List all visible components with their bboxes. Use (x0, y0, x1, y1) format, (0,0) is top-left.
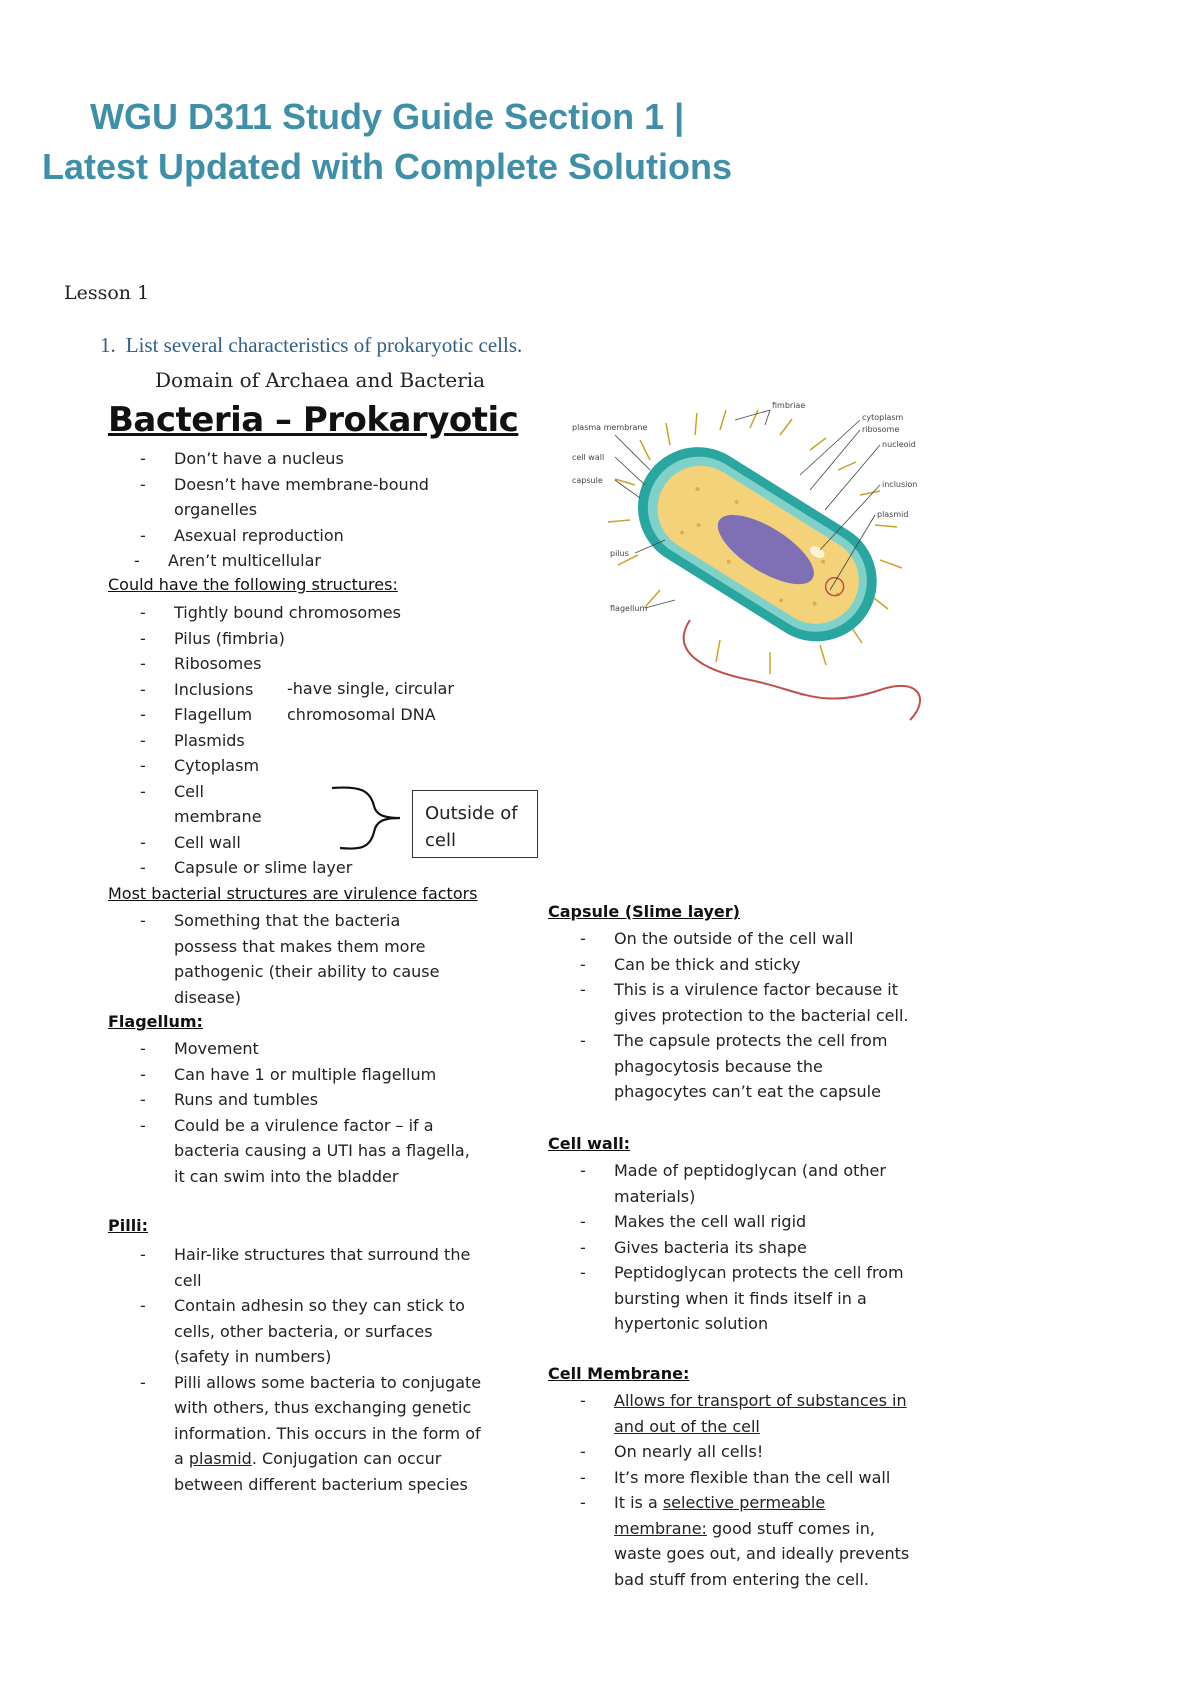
selective-permeable-term: selective permeable membrane: (614, 1493, 826, 1538)
domain-line: Domain of Archaea and Bacteria (155, 368, 486, 392)
bacterium-diagram (570, 390, 970, 740)
list-item: - Could be a virulence factor – if a bacteria causing a UTI has a flagella, it can swim into the bladder (140, 1113, 485, 1190)
label-fimbriae: fimbriae (772, 401, 806, 410)
dna-note: -have single, circular chromosomal DNA (287, 679, 454, 724)
plasmid-term: plasmid (188, 1449, 252, 1468)
list-item: - Doesn’t have membrane-bound organelles (140, 472, 440, 523)
list-item: - Tightly bound chromosomes (140, 600, 434, 626)
list-item (140, 1370, 485, 1498)
list-item (580, 1490, 910, 1592)
list-item: - The capsule protects the cell from phagocytosis because the phagocytes can’t eat the capsule (580, 1028, 910, 1105)
question-number: 1. (100, 333, 116, 357)
pilli-list (140, 1242, 485, 1497)
title-line-1: WGU D311 Study Guide Section 1 | (90, 96, 685, 137)
list-item: - Makes the cell wall rigid (580, 1209, 910, 1235)
pilli-text-before: Pilli allows some bacteria to conjugate with others, thus exchanging genetic information. This occurs in the form of a (174, 1372, 482, 1468)
page-title (42, 92, 942, 192)
characteristics-list (140, 446, 440, 574)
pilli-heading: Pilli: (108, 1216, 149, 1235)
label-inclusion: inclusion (882, 480, 918, 489)
list-item: - Movement (140, 1036, 485, 1062)
list-item: - Inclusions (140, 677, 290, 703)
curly-brace-icon (330, 782, 404, 854)
list-item: - Something that the bacteria possess that makes them more pathogenic (their ability to cause disease) (140, 908, 460, 1010)
list-item: - Cell wall (140, 830, 290, 856)
label-pilus: pilus (610, 549, 629, 558)
cellwall-heading: Cell wall: (548, 1134, 631, 1153)
list-item: - Plasmids (140, 728, 290, 754)
pilli-text-after: . Conjugation can occur between different bacterium species (174, 1449, 468, 1494)
list-item: - Can have 1 or multiple flagellum (140, 1062, 485, 1088)
list-item: - Aren’t multicellular (134, 548, 440, 574)
label-plasma-membrane: plasma membrane (572, 423, 648, 432)
label-capsule: capsule (572, 476, 603, 485)
cellwall-list (580, 1158, 910, 1337)
flagellum-list (140, 1036, 485, 1189)
title-line-2: Latest Updated with Complete Solutions (42, 146, 733, 187)
membrane-heading: Cell Membrane: (548, 1364, 690, 1383)
list-item: - On nearly all cells! (580, 1439, 910, 1465)
list-item: - Gives bacteria its shape (580, 1235, 910, 1261)
virulence-heading: Most bacterial structures are virulence factors (108, 884, 478, 903)
list-item: - Flagellum (140, 702, 290, 728)
label-ribosome: ribosome (862, 425, 900, 434)
list-item: - Ribosomes (140, 651, 290, 677)
list-item: - Made of peptidoglycan (and other materials) (580, 1158, 910, 1209)
membrane-list (580, 1388, 910, 1592)
list-item: - Don’t have a nucleus (140, 446, 440, 472)
list-item: - On the outside of the cell wall (580, 926, 910, 952)
label-nucleoid: nucleoid (882, 440, 916, 449)
virulence-list (140, 908, 460, 1010)
structures-heading: Could have the following structures: (108, 575, 398, 594)
label-cytoplasm: cytoplasm (862, 413, 904, 422)
question-1 (100, 333, 522, 358)
list-item: - Capsule or slime layer (140, 855, 394, 881)
membrane-text-post: good stuff comes in, waste goes out, and ideally prevents bad stuff from entering the cell. (614, 1518, 910, 1589)
capsule-list (580, 926, 910, 1105)
label-flagellum: flagellum (610, 604, 648, 613)
flagellum-heading: Flagellum: (108, 1012, 203, 1031)
outside-of-cell-box: Outside of cell (412, 790, 538, 858)
label-plasmid: plasmid (877, 510, 909, 519)
main-heading: Bacteria – Prokaryotic (108, 400, 519, 440)
list-item: - Peptidoglycan protects the cell from bursting when it finds itself in a hypertonic solution (580, 1260, 910, 1337)
list-item: - This is a virulence factor because it gives protection to the bacterial cell. (580, 977, 910, 1028)
list-item: - Asexual reproduction (140, 523, 440, 549)
list-item: - Cell membrane (140, 779, 290, 830)
list-item: - It’s more flexible than the cell wall (580, 1465, 910, 1491)
list-item: - Contain adhesin so they can stick to cells, other bacteria, or surfaces (safety in numbers) (140, 1293, 485, 1370)
list-item: - Allows for transport of substances in and out of the cell (580, 1388, 910, 1439)
list-item: - Can be thick and sticky (580, 952, 910, 978)
question-text: List several characteristics of prokaryotic cells. (125, 333, 523, 357)
membrane-text-pre: It is a (614, 1493, 663, 1512)
list-item: - Runs and tumbles (140, 1087, 485, 1113)
list-item: - Hair-like structures that surround the cell (140, 1242, 485, 1293)
capsule-heading: Capsule (Slime layer) (548, 902, 740, 921)
lesson-label: Lesson 1 (64, 282, 150, 304)
list-item: - Pilus (fimbria) (140, 626, 290, 652)
list-item: - Cytoplasm (140, 753, 290, 779)
label-cell-wall: cell wall (572, 453, 605, 462)
